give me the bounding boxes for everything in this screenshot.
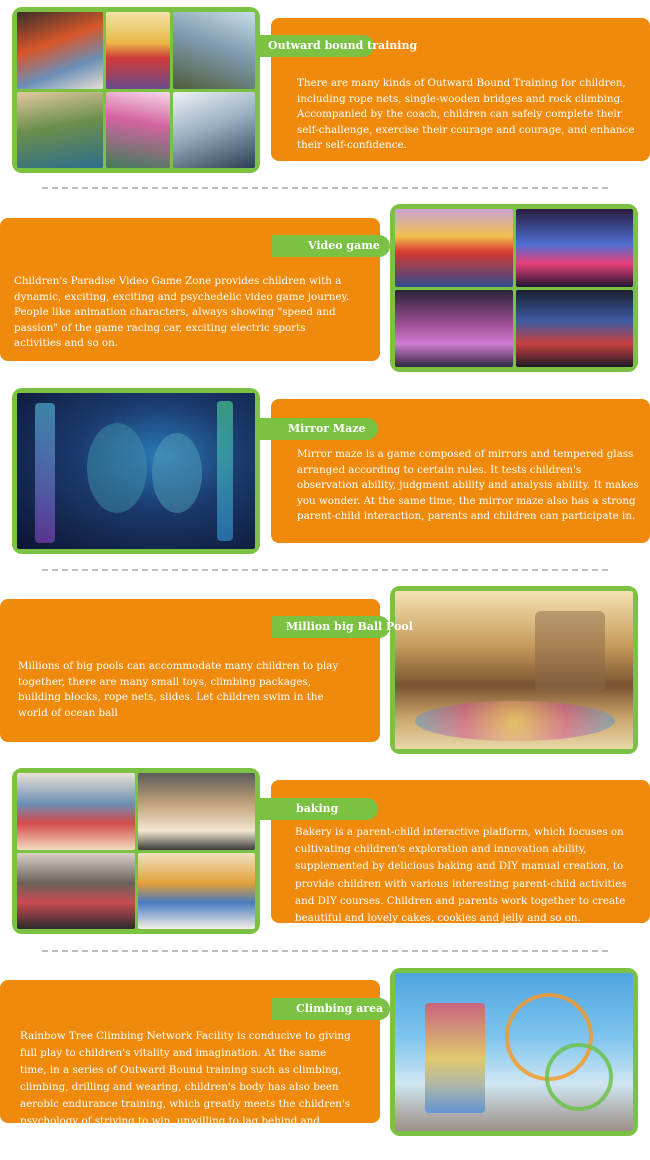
outward-bound-title-tag [258,35,418,57]
mirror-maze-title: Mirror Maze [288,422,366,435]
ball-pool-title-tag [272,616,413,638]
mirror-maze-photo-frame [12,388,260,554]
baking-description: Bakery is a parent-child interactive platform, which focuses on cultivating children's exploration and innovation ability, supplemented by delicious baking and DIY manual creation, to provide children with various interesting parent-child activities and DIY courses. Children and parents work together to create beautiful and lovely cakes, cookies and jelly and so on. [295,826,627,925]
climbing-area-title: Climbing area [296,1002,384,1015]
ball-pool-title: Million big Ball Pool [286,620,413,633]
photo-arcade-machines [395,209,513,287]
divider [42,187,608,189]
divider [42,950,608,952]
photo-arcade-hall [516,209,634,287]
photo-boy-on-rope [106,12,170,89]
photo-baking-shop [138,853,256,930]
photo-racing-games [516,290,634,368]
outward-bound-description: There are many kinds of Outward Bound Training for children, including rope nets, single-wooden bridges and rock climbing. Accompanied by the coach, children can safely complete their self-challenge, exercise their courage and courage, and enhance their self-confidence. [297,77,635,151]
photo-kids-baking [17,773,135,850]
photo-climbing-area [395,973,633,1131]
photo-game-zone [395,290,513,368]
baking-title-tag [258,798,378,820]
video-game-title-tag [272,235,390,257]
baking-title: baking [296,802,339,815]
photo-net-climb [17,92,103,169]
photo-mirror-maze [17,393,255,549]
photo-ball-pool [395,591,633,749]
divider [42,569,608,571]
photo-parent-child-baking [138,773,256,850]
outward-bound-title: Outward bound training [268,39,418,52]
climbing-area-photo-frame [390,968,638,1136]
photo-kids-on-stairs [17,12,103,89]
video-game-description: Children's Paradise Video Game Zone provides children with a dynamic, exciting, exciting and psychedelic video game journey. People like animation characters, always showing "speed and passion" of the game racing car, exciting electric sports activities and so on. [14,275,350,349]
video-game-title: Video game [308,239,380,252]
climbing-area-title-tag [272,998,390,1020]
baking-photo-frame [12,768,260,934]
mirror-maze-description: Mirror maze is a game composed of mirrors and tempered glass arranged according to certain rules. It tests children's observation ability, judgment ability and analysis ability. It makes you wonder. At the same time, the mirror maze also has a strong parent-child interaction, parents and children can participate in. [297,448,639,522]
mirror-maze-title-tag [258,418,378,440]
climbing-area-description: Rainbow Tree Climbing Network Facility is conducive to giving full play to children's vitality and imagination. At the same time, in a series of Outward Bound training such as climbing, climbing, drilling and wearing, children's body has also been aerobic endurance training, which greatly meets the children's psychology of striving to win, unwilling to lag behind and daring to explore. [20,1030,351,1144]
video-game-photo-frame [390,204,638,372]
photo-ropes-course [106,92,170,169]
photo-rope-course [173,12,255,89]
photo-group-training [173,92,255,169]
photo-baking-class [17,853,135,930]
outward-bound-photo-frame [12,7,260,173]
ball-pool-photo-frame [390,586,638,754]
ball-pool-description: Millions of big pools can accommodate many children to play together, there are many small toys, climbing packages, building blocks, rope nets, slides. Let children swim in the world of ocean ball [18,660,339,719]
